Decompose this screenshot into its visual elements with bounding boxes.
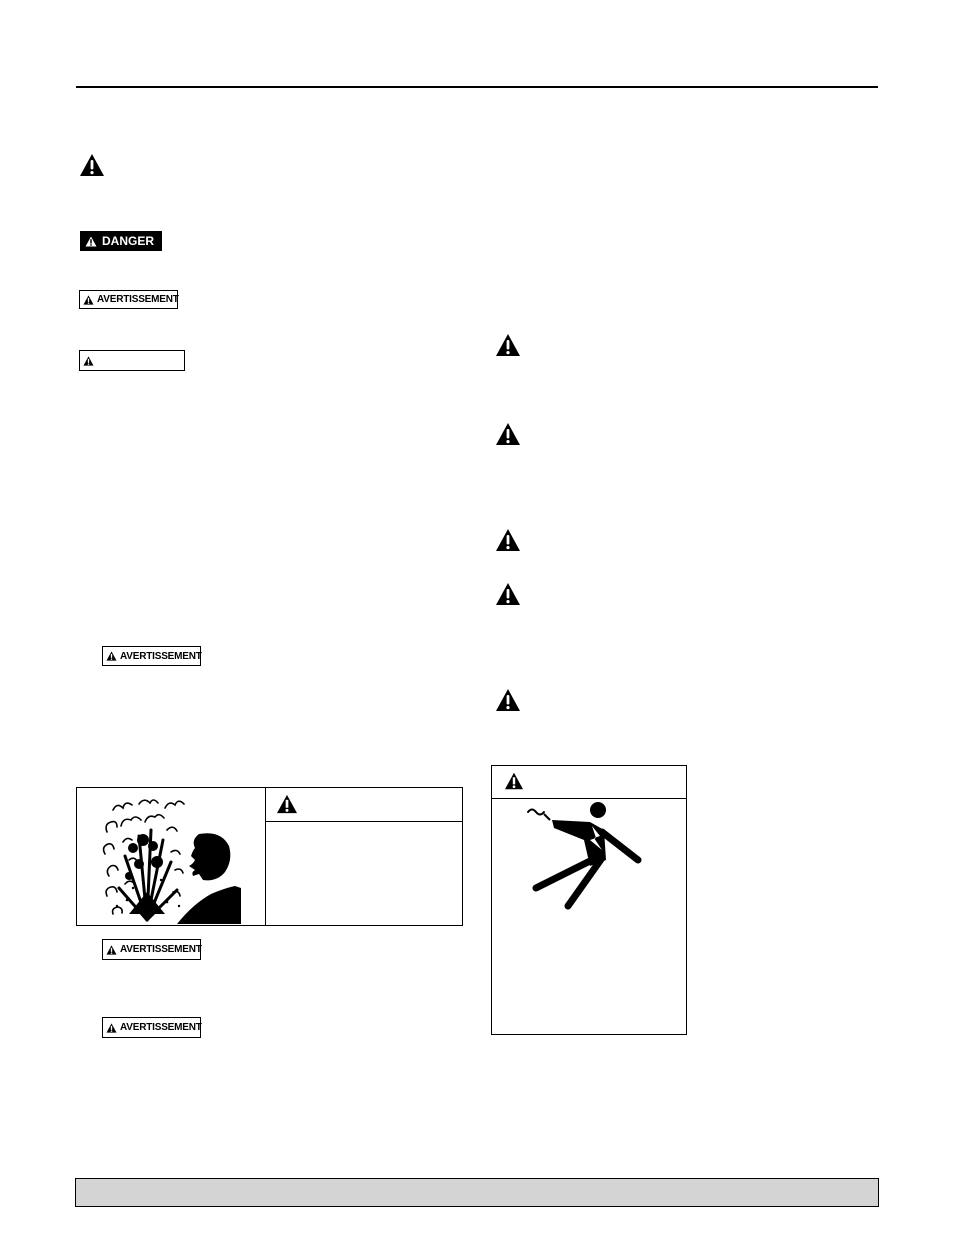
warning-triangle-icon (495, 528, 521, 552)
avertissement-badge (102, 939, 201, 960)
warning-triangle-icon (85, 236, 97, 247)
avertissement-label: AVERTISSEMENT (120, 944, 202, 955)
panel-divider (265, 788, 266, 925)
avertissement-badge (79, 290, 178, 309)
electric-shock-pictogram (520, 800, 650, 912)
electric-shock-panel (491, 765, 687, 1035)
avertissement-badge (102, 646, 201, 666)
footer-bar (75, 1178, 879, 1207)
warning-triangle-icon (106, 1023, 117, 1033)
panel-header-rule (266, 821, 462, 822)
avertissement-label: AVERTISSEMENT (97, 294, 179, 305)
danger-label: DANGER (102, 234, 155, 248)
panel-header-rule (492, 798, 686, 799)
warning-triangle-icon (276, 794, 298, 814)
caution-badge (79, 350, 185, 371)
warning-triangle-icon (495, 422, 521, 446)
warning-triangle-icon (106, 651, 117, 661)
avertissement-badge (102, 1017, 201, 1038)
warning-triangle-icon (106, 945, 117, 955)
warning-triangle-icon (495, 333, 521, 357)
header-rule (76, 86, 878, 88)
explosion-hazard-pictogram (99, 796, 241, 924)
warning-triangle-icon (504, 772, 524, 790)
avertissement-label: AVERTISSEMENT (120, 1022, 202, 1033)
warning-triangle-icon (495, 688, 521, 712)
danger-badge (80, 231, 162, 251)
warning-triangle-icon (83, 295, 94, 305)
warning-triangle-icon (79, 153, 105, 177)
warning-triangle-icon (495, 582, 521, 606)
explosion-hazard-panel (76, 787, 463, 926)
warning-triangle-icon (83, 356, 94, 366)
avertissement-label: AVERTISSEMENT (120, 650, 202, 662)
